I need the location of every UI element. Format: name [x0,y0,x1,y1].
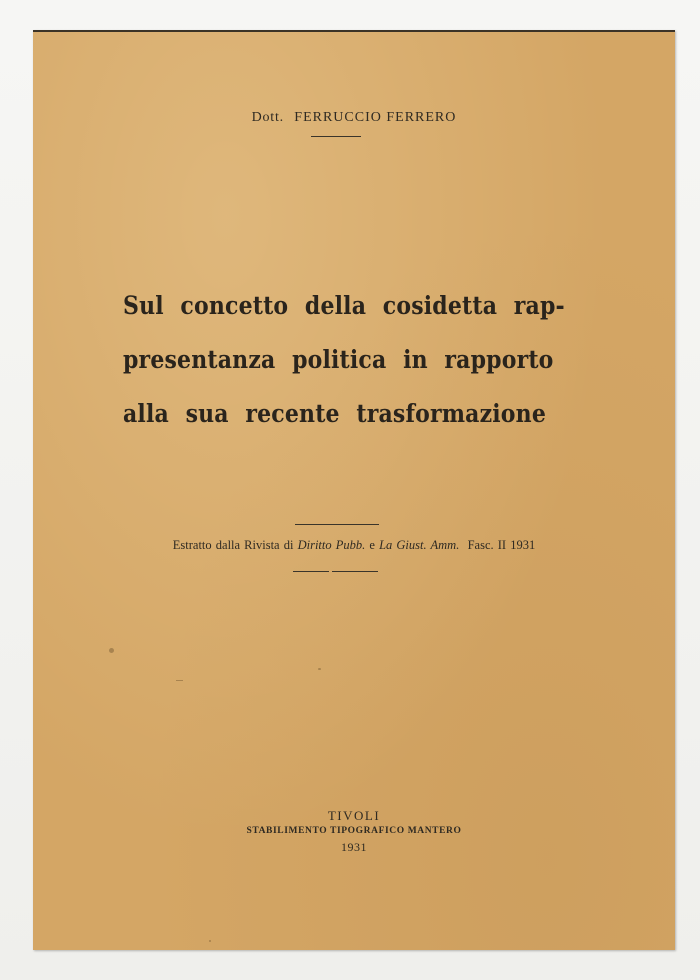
author-underline [311,136,361,137]
paper-spot [209,940,211,942]
extract-top-rule [295,524,379,525]
paper-spot [176,680,183,681]
author-line [33,110,675,126]
extract-bottom-rule-left [293,571,329,572]
extract-bottom-rule-right [332,571,378,572]
paper-spot [109,648,114,653]
title-line-2: presentanza politica in rapporto [123,345,554,374]
author-prefix: Dott. [251,110,284,125]
extract-conjunction: e [369,538,375,552]
title-line-3: alla sua recente trasformazione [123,399,547,428]
title-line-1: Sul concetto della cosidetta rap- [123,291,565,320]
printer-city: TIVOLI [327,808,381,823]
publication-year: 1931 [341,840,367,854]
journal-two: La Giust. Amm. [379,538,460,552]
extract-issue: Fasc. II 1931 [467,538,536,552]
journal-one: Diritto Pubb. [297,538,366,552]
pamphlet-cover [33,30,675,950]
pamphlet-title [123,279,565,441]
printer-name: STABILIMENTO TIPOGRAFICO MANTERO [246,826,462,836]
author-name: FERRUCCIO FERRERO [294,110,457,125]
extract-line [33,538,675,553]
extract-prefix: Estratto dalla Rivista di [172,538,294,552]
paper-spot [318,668,321,670]
